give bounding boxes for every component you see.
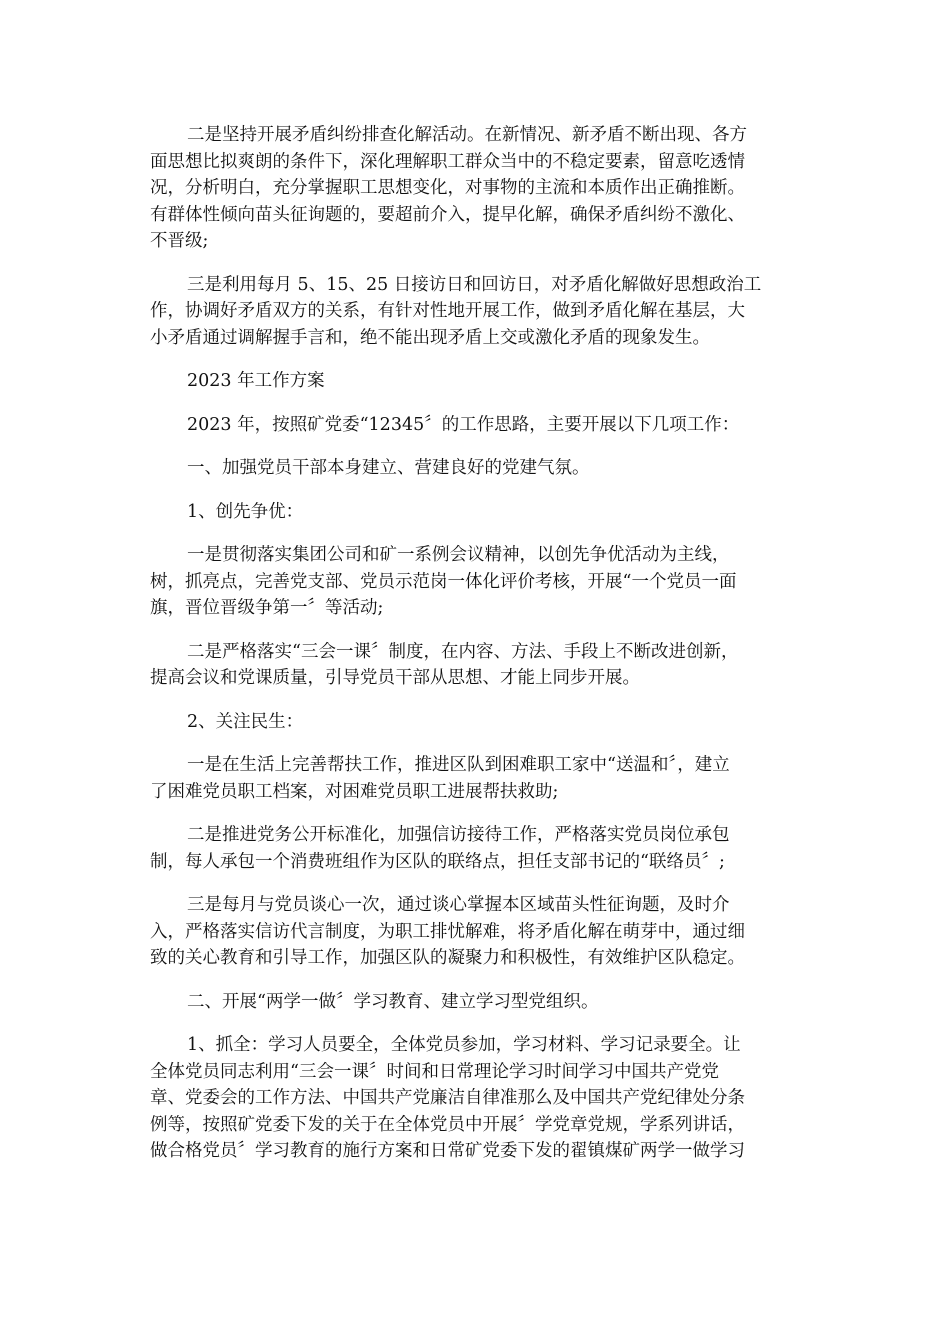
paragraph-excellence-2 (150, 639, 802, 692)
text-line: 三是每月与党员谈心一次，通过谈心掌握本区域苗头性征询题，及时介 (187, 895, 730, 915)
paragraph-intro (150, 412, 802, 439)
text-line: 章、党委会的工作方法、中国共产党廉洁自律准那么及中国共产党纪律处分条 (150, 1088, 745, 1108)
section-title-work-plan (150, 368, 802, 395)
subheading-excellence (150, 499, 802, 526)
text-line: 1、创先争优： (187, 501, 304, 522)
paragraph-livelihood-2 (150, 822, 802, 875)
text-line: 不晋级; (150, 231, 209, 251)
text-line: 二是坚持开展矛盾纠纷排查化解活动。在新情况、新矛盾不断出现、各方 (187, 125, 747, 145)
text-line: 一是在生活上完善帮扶工作，推进区队到困难职工家中“送温和〞，建立 (187, 755, 730, 775)
text-line: 二是推进党务公开标准化，加强信访接待工作，严格落实党员岗位承包 (187, 825, 730, 845)
text-line: 旗，晋位晋级争第一〞等活动; (150, 598, 384, 618)
text-line: 致的关心教育和引导工作，加强区队的凝聚力和积极性，有效维护区队稳定。 (150, 948, 745, 968)
text-line: 树，抓亮点，完善党支部、党员示范岗一体化评价考核，开展“一个党员一面 (150, 571, 737, 592)
paragraph-excellence-1 (150, 542, 802, 622)
text-line: 做合格党员〞学习教育的施行方案和日常矿党委下发的翟镇煤矿两学一做学习 (150, 1141, 745, 1161)
text-line: 一、加强党员干部本身建立、营建良好的党建气氛。 (187, 458, 590, 478)
document-page (150, 122, 802, 1182)
text-line: 1、抓全：学习人员要全，全体党员参加，学习材料、学习记录要全。让 (187, 1035, 741, 1055)
text-line: 提高会议和党课质量，引导党员干部从思想、才能上同步开展。 (150, 668, 640, 688)
paragraph-livelihood-3 (150, 892, 802, 972)
text-line: 2023 年，按照矿党委“12345〞的工作思路，主要开展以下几项工作： (187, 414, 740, 435)
paragraph-study-completeness (150, 1032, 802, 1165)
paragraph-dispute-resolution (150, 122, 802, 255)
paragraph-visit-days (150, 272, 802, 352)
text-line: 小矛盾通过调解握手言和，绝不能出现矛盾上交或激化矛盾的现象发生。 (150, 327, 710, 348)
text-line: 了困难党员职工档案，对困难党员职工进展帮扶救助; (150, 781, 559, 802)
text-line: 二是严格落实“三会一课〞制度，在内容、方法、手段上不断改进创新， (187, 641, 739, 662)
text-line: 面思想比拟爽朗的条件下，深化理解职工群众当中的不稳定要素，留意吃透情 (150, 151, 745, 172)
text-line: 制，每人承包一个消费班组作为区队的联络点，担任支部书记的“联络员〞; (150, 851, 725, 872)
text-line: 例等，按照矿党委下发的关于在全体党员中开展〞学党章党规，学系列讲话， (150, 1114, 745, 1135)
text-line: 有群体性倾向苗头征询题的，要超前介入，提早化解，确保矛盾纠纷不激化、 (150, 204, 745, 225)
text-line: 2023 年工作方案 (187, 371, 325, 391)
text-line: 2、关注民生： (187, 711, 304, 732)
subheading-livelihood (150, 709, 802, 736)
paragraph-livelihood-1 (150, 752, 802, 805)
text-line: 作，协调好矛盾双方的关系，有针对性地开展工作，做到矛盾化解在基层，大 (150, 301, 745, 321)
text-line: 况，分析明白，充分掌握职工思想变化，对事物的主流和本质作出正确推断。 (150, 178, 745, 198)
text-line: 全体党员同志利用“三会一课〞时间和日常理论学习时间学习中国共产党党 (150, 1061, 719, 1082)
text-line: 入，严格落实信访代言制度，为职工排忧解难，将矛盾化解在萌芽中，通过细 (150, 921, 745, 942)
section-heading-1 (150, 455, 802, 482)
section-heading-2 (150, 989, 802, 1016)
text-line: 三是利用每月 5、15、25 日接访日和回访日，对矛盾化解做好思想政治工 (187, 274, 762, 295)
text-line: 二、开展“两学一做〞学习教育、建立学习型党组织。 (187, 991, 599, 1012)
text-line: 一是贯彻落实集团公司和矿一系例会议精神，以创先争优活动为主线， (187, 545, 730, 565)
